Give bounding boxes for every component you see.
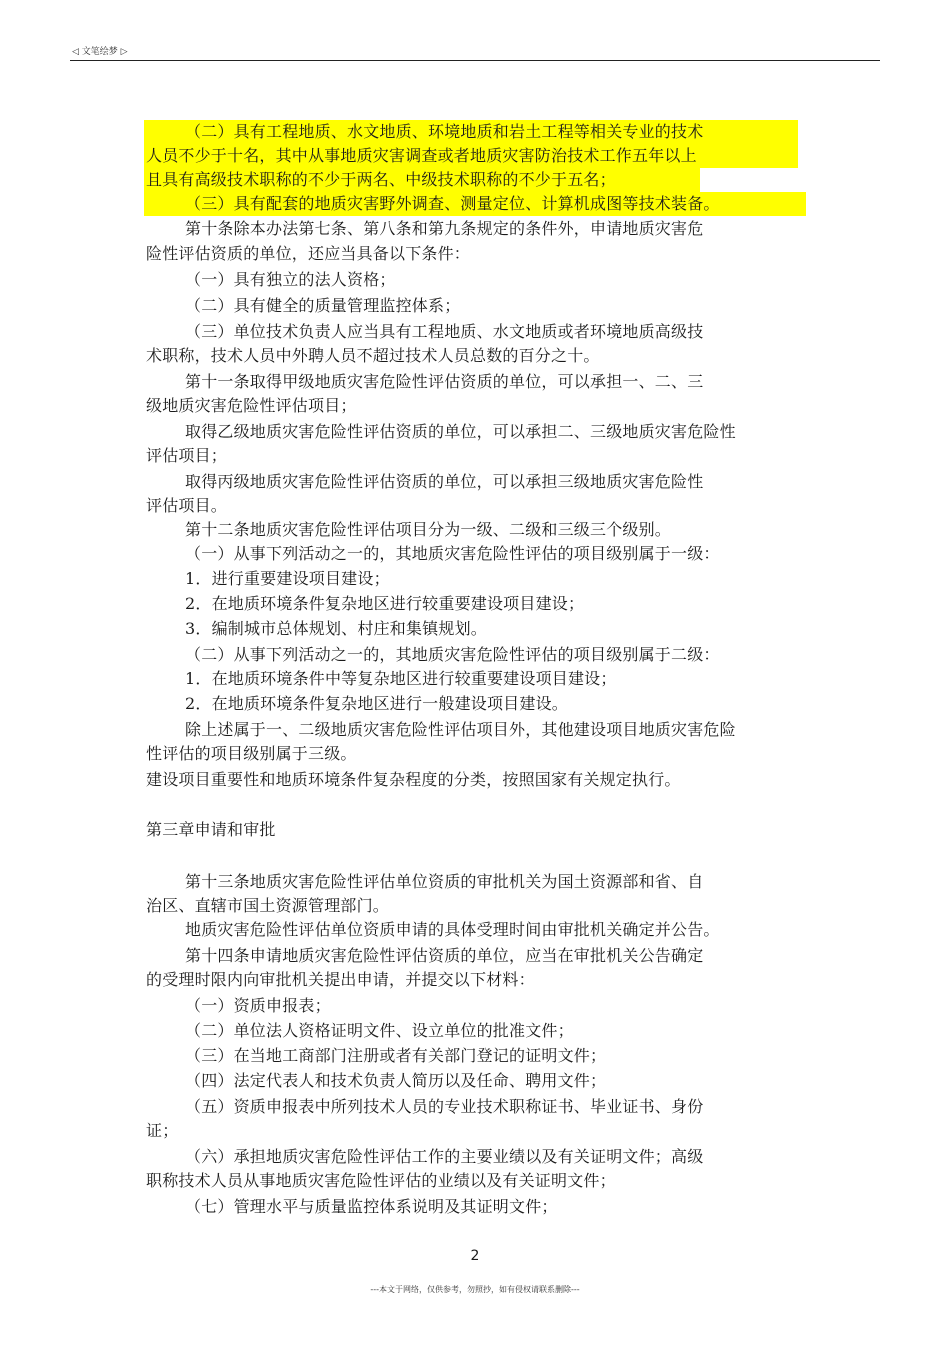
- text-line: 第十条除本办法第七条、第八条和第九条规定的条件外，申请地质灾害危: [185, 219, 704, 238]
- text-line: （一）从事下列活动之一的，其地质灾害危险性评估的项目级别属于一级：: [185, 544, 720, 563]
- text-line: （三）具有配套的地质灾害野外调查、测量定位、计算机成图等技术装备。: [185, 194, 720, 213]
- text-line: （三）在当地工商部门注册或者有关部门登记的证明文件；: [185, 1046, 607, 1065]
- text-line: 建设项目重要性和地质环境条件复杂程度的分类，按照国家有关规定执行。: [146, 770, 681, 789]
- text-line: 评估项目；: [146, 446, 228, 465]
- text-line: （二）具有健全的质量管理监控体系；: [185, 296, 461, 315]
- text-line: 的受理时限内向审批机关提出申请，并提交以下材料：: [146, 970, 535, 989]
- text-line: 取得丙级地质灾害危险性评估资质的单位，可以承担三级地质灾害危险性: [185, 472, 704, 491]
- text-line: 1．进行重要建设项目建设；: [185, 569, 390, 588]
- text-line: （四）法定代表人和技术负责人简历以及任命、聘用文件；: [185, 1071, 607, 1090]
- text-line: 2．在地质环境条件复杂地区进行较重要建设项目建设；: [185, 594, 585, 613]
- text-line: 且具有高级技术职称的不少于两名、中级技术职称的不少于五名；: [146, 170, 616, 189]
- text-line: （一）资质申报表；: [185, 996, 331, 1015]
- header-logo-text: ◁ 文笔绘梦 ▷: [72, 47, 128, 57]
- text-line: 2．在地质环境条件复杂地区进行一般建设项目建设。: [185, 694, 568, 713]
- text-line: （一）具有独立的法人资格；: [185, 270, 396, 289]
- text-line: （五）资质申报表中所列技术人员的专业技术职称证书、毕业证书、身份: [185, 1097, 704, 1116]
- text-line: 第十三条地质灾害危险性评估单位资质的审批机关为国土资源部和省、自: [185, 872, 704, 891]
- text-line: 取得乙级地质灾害危险性评估资质的单位，可以承担二、三级地质灾害危险性: [185, 422, 736, 441]
- text-line: 性评估的项目级别属于三级。: [146, 744, 357, 763]
- text-line: 级地质灾害危险性评估项目；: [146, 396, 357, 415]
- text-line: （三）单位技术负责人应当具有工程地质、水文地质或者环境地质高级技: [185, 322, 704, 341]
- text-line: 治区、直辖市国土资源管理部门。: [146, 896, 390, 915]
- footer-disclaimer: ---本文于网络，仅供参考，勿照抄，如有侵权请联系删除---: [370, 1285, 580, 1294]
- text-line: 术职称，技术人员中外聘人员不超过技术人员总数的百分之十。: [146, 346, 600, 365]
- text-line: （二）具有工程地质、水文地质、环境地质和岩土工程等相关专业的技术: [185, 122, 704, 141]
- text-line: 第十一条取得甲级地质灾害危险性评估资质的单位，可以承担一、二、三: [185, 372, 704, 391]
- text-line: 证；: [146, 1121, 179, 1140]
- page-number: 2: [470, 1248, 480, 1264]
- text-line: 人员不少于十名，其中从事地质灾害调查或者地质灾害防治技术工作五年以上: [146, 146, 697, 165]
- text-line: 第十四条申请地质灾害危险性评估资质的单位，应当在审批机关公告确定: [185, 946, 704, 965]
- header-divider: [70, 60, 880, 61]
- text-line: 险性评估资质的单位，还应当具备以下条件：: [146, 244, 471, 263]
- text-line: 地质灾害危险性评估单位资质申请的具体受理时间由审批机关确定并公告。: [185, 920, 720, 939]
- text-line: 除上述属于一、二级地质灾害危险性评估项目外，其他建设项目地质灾害危险: [185, 720, 736, 739]
- text-line: （二）单位法人资格证明文件、设立单位的批准文件；: [185, 1021, 574, 1040]
- text-line: 1．在地质环境条件中等复杂地区进行较重要建设项目建设；: [185, 669, 617, 688]
- text-line: 第十二条地质灾害危险性评估项目分为一级、二级和三级三个级别。: [185, 520, 672, 539]
- section-heading: 第三章申请和审批: [146, 820, 276, 839]
- text-line: 职称技术人员从事地质灾害危险性评估的业绩以及有关证明文件；: [146, 1171, 616, 1190]
- text-line: 评估项目。: [146, 496, 228, 515]
- text-line: （二）从事下列活动之一的，其地质灾害危险性评估的项目级别属于二级：: [185, 645, 720, 664]
- text-line: （六）承担地质灾害危险性评估工作的主要业绩以及有关证明文件；高级: [185, 1147, 704, 1166]
- text-line: （七）管理水平与质量监控体系说明及其证明文件；: [185, 1197, 558, 1216]
- text-line: 3．编制城市总体规划、村庄和集镇规划。: [185, 619, 487, 638]
